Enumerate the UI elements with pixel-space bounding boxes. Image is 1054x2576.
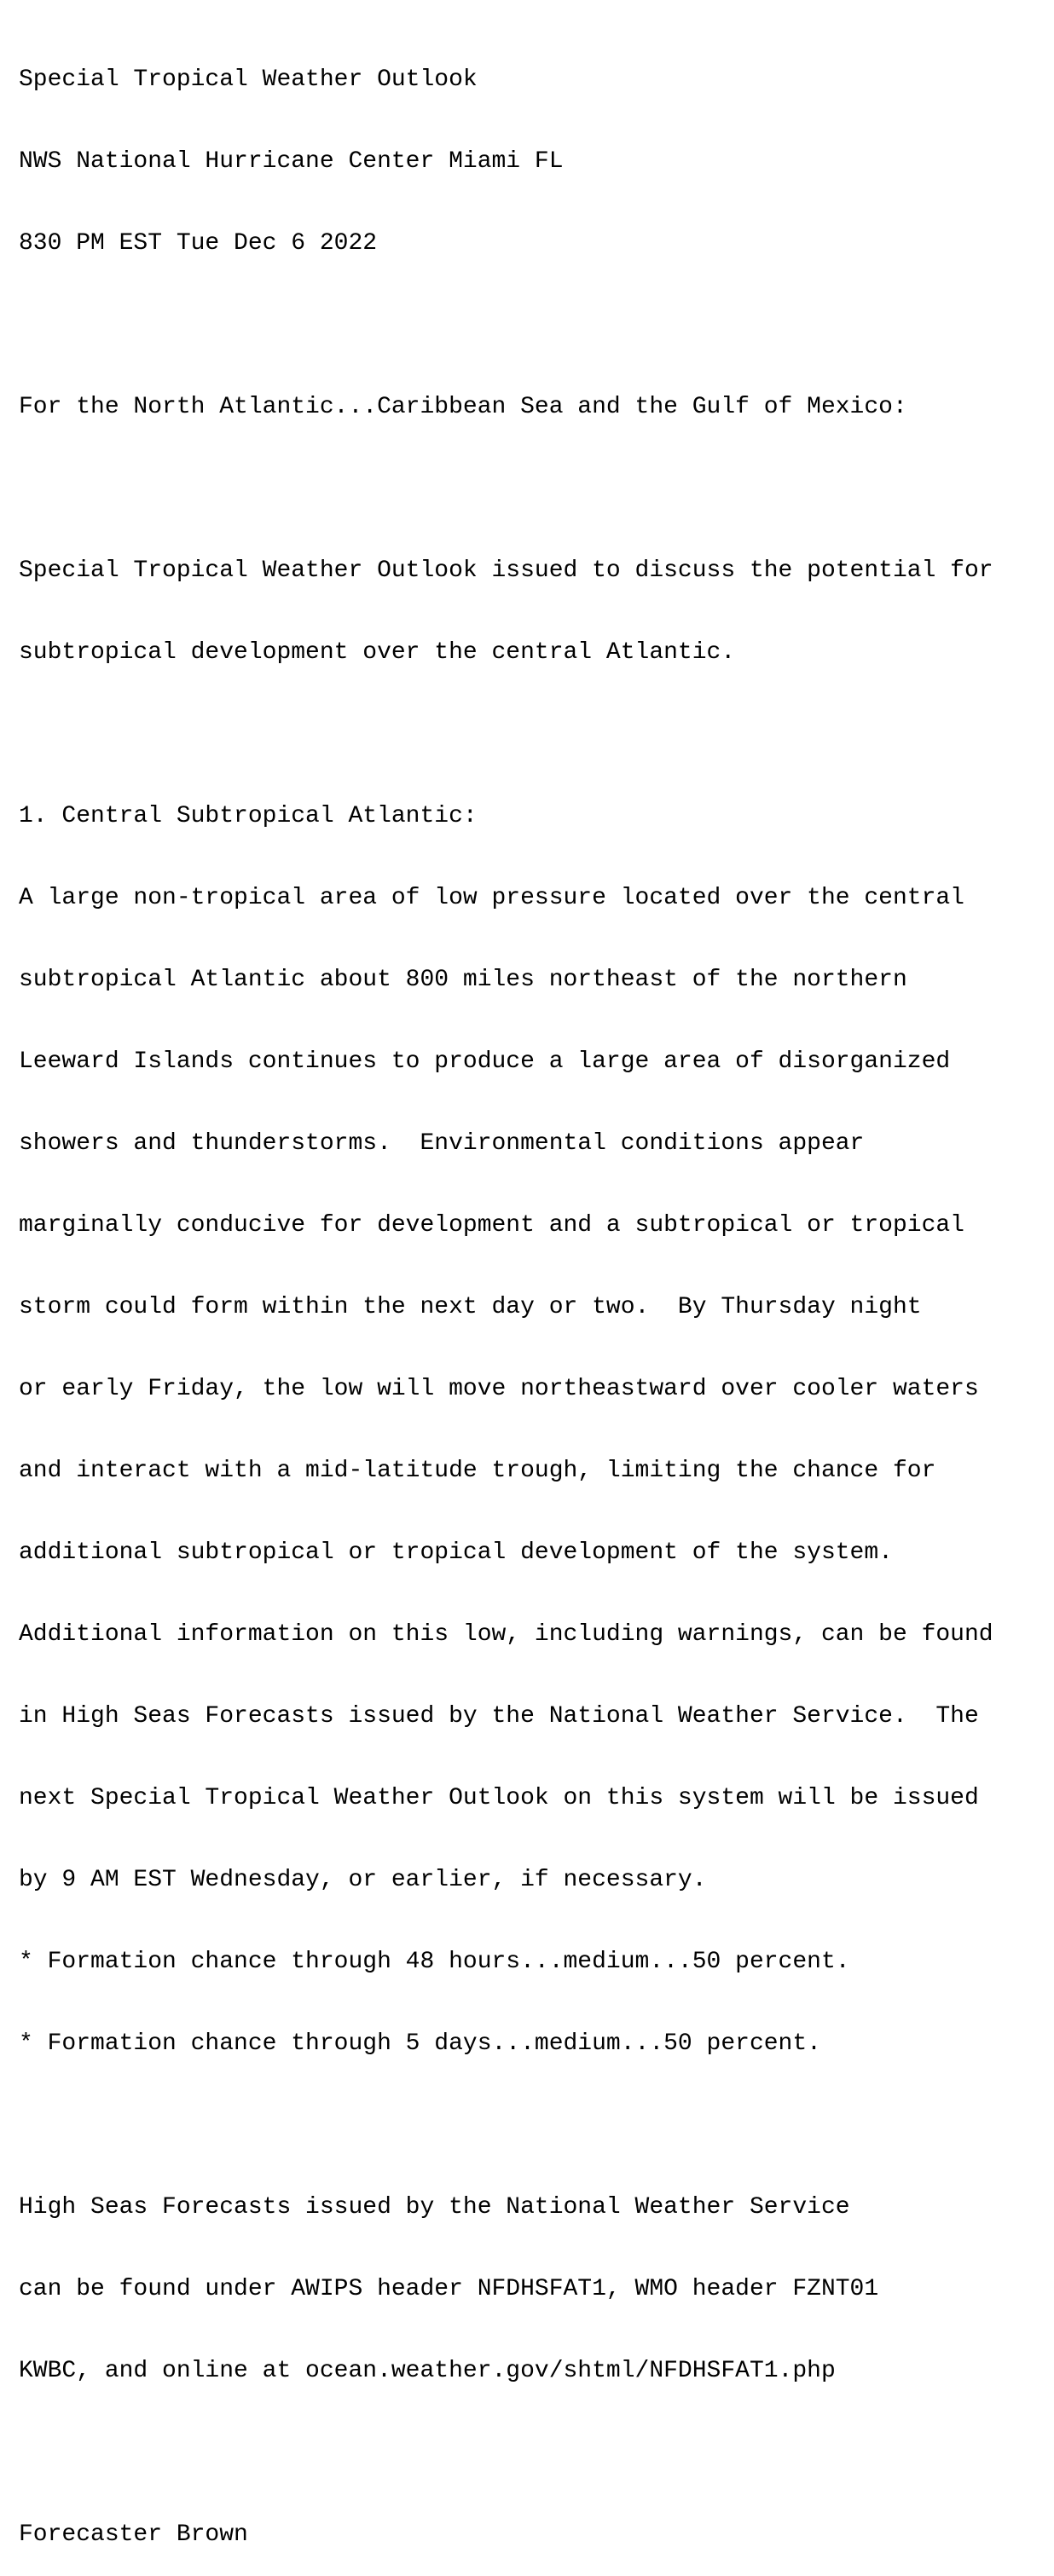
formation-chance-48h: * Formation chance through 48 hours...medium...50 percent.: [19, 1949, 850, 1975]
blank-line: [19, 312, 993, 339]
system-discussion-line: Additional information on this low, including warnings, can be found: [19, 1621, 993, 1648]
system-discussion-line: in High Seas Forecasts issued by the National Weather Service. The: [19, 1703, 979, 1730]
issuing-office: NWS National Hurricane Center Miami FL: [19, 148, 564, 175]
forecaster-signature: Forecaster Brown: [19, 2521, 248, 2548]
system-discussion-line: subtropical Atlantic about 800 miles northeast of the northern: [19, 967, 907, 993]
blank-line: [19, 476, 993, 503]
system-discussion-line: by 9 AM EST Wednesday, or earlier, if necessary.: [19, 1867, 707, 1893]
system-discussion-line: and interact with a mid-latitude trough, limiting the chance for: [19, 1458, 936, 1484]
blank-line: [19, 721, 993, 748]
system-discussion-line: storm could form within the next day or two. By Thursday night: [19, 1294, 922, 1320]
intro-line: Special Tropical Weather Outlook issued to discuss the potential for: [19, 557, 993, 584]
system-discussion-line: showers and thunderstorms. Environmental conditions appear: [19, 1130, 865, 1157]
system-discussion-line: or early Friday, the low will move northeastward over cooler waters: [19, 1376, 979, 1402]
document-title: Special Tropical Weather Outlook: [19, 66, 478, 93]
system-discussion-line: A large non-tropical area of low pressure located over the central: [19, 885, 964, 911]
system-heading: 1. Central Subtropical Atlantic:: [19, 803, 478, 829]
intro-line: subtropical development over the central Atlantic.: [19, 639, 736, 666]
blank-line: [19, 2112, 993, 2140]
blank-line: [19, 2440, 993, 2467]
system-discussion-line: additional subtropical or tropical development of the system.: [19, 1539, 893, 1566]
high-seas-line: can be found under AWIPS header NFDHSFAT1, WMO header FZNT01: [19, 2276, 879, 2302]
system-discussion-line: next Special Tropical Weather Outlook on this system will be issued: [19, 1785, 979, 1811]
high-seas-line: KWBC, and online at ocean.weather.gov/shtml/NFDHSFAT1.php: [19, 2358, 836, 2384]
issue-time: 830 PM EST Tue Dec 6 2022: [19, 230, 378, 257]
formation-chance-5d: * Formation chance through 5 days...medium...50 percent.: [19, 2030, 821, 2057]
system-discussion-line: Leeward Islands continues to produce a large area of disorganized: [19, 1048, 951, 1075]
outlook-document: [19, 12, 993, 2576]
high-seas-line: High Seas Forecasts issued by the National Weather Service: [19, 2194, 850, 2221]
region-statement: For the North Atlantic...Caribbean Sea and the Gulf of Mexico:: [19, 394, 907, 420]
system-discussion-line: marginally conducive for development and a subtropical or tropical: [19, 1212, 964, 1239]
